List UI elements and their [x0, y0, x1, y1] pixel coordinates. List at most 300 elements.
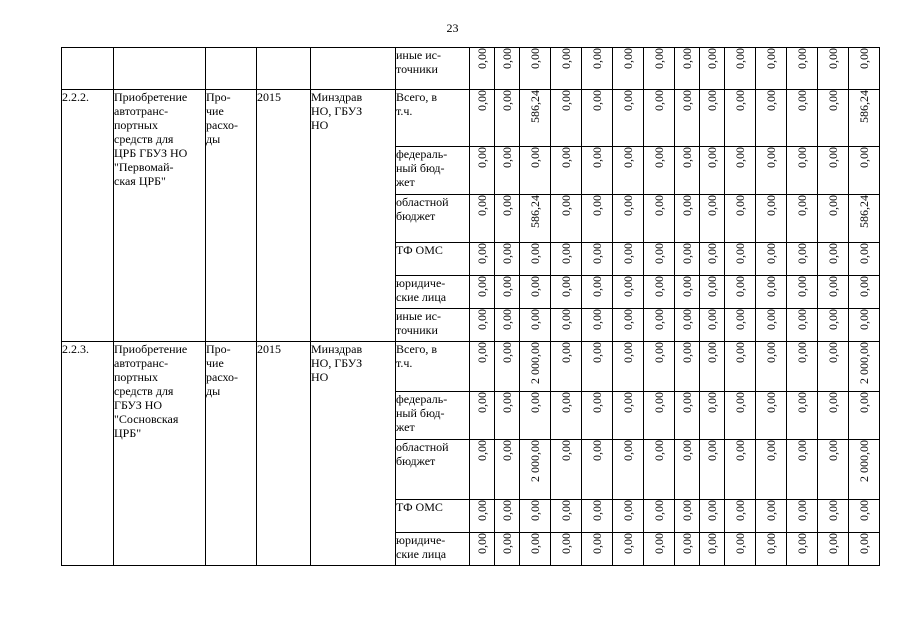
value-cell — [675, 276, 700, 309]
value-cell — [675, 243, 700, 276]
item-executor: Минздрав НО, ГБУЗ НО — [311, 342, 396, 566]
value-cell — [675, 147, 700, 195]
empty-cell — [206, 48, 257, 90]
value-cell — [818, 48, 849, 90]
value-text: 0,00 — [475, 500, 489, 521]
value-cell — [520, 243, 551, 276]
value-cell — [756, 309, 787, 342]
value-cell — [725, 243, 756, 276]
value-cell — [725, 533, 756, 566]
funding-source: юридиче- ские лица — [396, 276, 470, 309]
value-text: 0,00 — [590, 309, 604, 330]
value-text: 0,00 — [559, 440, 573, 461]
value-text: 0,00 — [733, 342, 747, 363]
value-text: 0,00 — [559, 392, 573, 413]
value-cell — [520, 48, 551, 90]
value-text: 0,00 — [795, 342, 809, 363]
value-text: 0,00 — [590, 392, 604, 413]
value-text: 0,00 — [652, 90, 666, 111]
value-text: 0,00 — [733, 276, 747, 297]
value-cell — [613, 392, 644, 440]
item-executor: Минздрав НО, ГБУЗ НО — [311, 90, 396, 342]
value-text: 0,00 — [705, 392, 719, 413]
value-cell — [756, 500, 787, 533]
value-text: 0,00 — [680, 147, 694, 168]
value-text: 2 000,00 — [528, 342, 542, 384]
value-text: 0,00 — [621, 440, 635, 461]
value-text: 0,00 — [733, 90, 747, 111]
value-cell — [675, 48, 700, 90]
value-cell — [644, 309, 675, 342]
value-text: 0,00 — [764, 500, 778, 521]
value-text: 0,00 — [500, 276, 514, 297]
value-cell — [756, 440, 787, 500]
value-text: 0,00 — [705, 195, 719, 216]
value-cell — [725, 276, 756, 309]
value-cell — [756, 48, 787, 90]
value-text: 0,00 — [528, 147, 542, 168]
value-text: 0,00 — [590, 533, 604, 554]
value-text: 0,00 — [621, 309, 635, 330]
value-cell — [582, 392, 613, 440]
funding-source: юридиче- ские лица — [396, 533, 470, 566]
value-text: 0,00 — [680, 48, 694, 69]
value-cell — [470, 276, 495, 309]
value-cell — [700, 195, 725, 243]
value-text: 0,00 — [500, 392, 514, 413]
value-text: 0,00 — [528, 309, 542, 330]
value-text: 0,00 — [857, 48, 871, 69]
page-number: 23 — [446, 21, 459, 35]
value-cell — [551, 243, 582, 276]
value-cell — [675, 309, 700, 342]
value-text: 0,00 — [826, 342, 840, 363]
value-cell — [787, 195, 818, 243]
value-text: 0,00 — [500, 243, 514, 264]
value-text: 0,00 — [764, 147, 778, 168]
value-text: 0,00 — [590, 90, 604, 111]
value-text: 0,00 — [795, 309, 809, 330]
value-cell — [495, 309, 520, 342]
value-cell — [470, 147, 495, 195]
funding-source: ТФ ОМС — [396, 500, 470, 533]
value-text: 0,00 — [621, 243, 635, 264]
value-text: 0,00 — [590, 147, 604, 168]
value-cell — [551, 440, 582, 500]
value-cell — [644, 276, 675, 309]
value-text: 0,00 — [705, 440, 719, 461]
empty-cell — [311, 48, 396, 90]
value-text: 0,00 — [559, 342, 573, 363]
item-year: 2015 — [257, 342, 311, 566]
value-cell — [551, 195, 582, 243]
value-cell — [470, 48, 495, 90]
value-cell — [675, 90, 700, 147]
value-text: 0,00 — [680, 533, 694, 554]
value-text: 0,00 — [795, 276, 809, 297]
value-cell — [551, 147, 582, 195]
value-cell — [818, 342, 849, 392]
value-text: 0,00 — [590, 342, 604, 363]
value-cell — [787, 533, 818, 566]
value-cell — [582, 147, 613, 195]
value-cell — [644, 342, 675, 392]
value-cell — [520, 90, 551, 147]
funding-source: федераль- ный бюд- жет — [396, 392, 470, 440]
value-cell — [520, 147, 551, 195]
value-cell — [700, 276, 725, 309]
value-cell — [849, 533, 880, 566]
value-text: 0,00 — [826, 392, 840, 413]
value-cell — [582, 500, 613, 533]
value-cell — [582, 342, 613, 392]
value-text: 0,00 — [680, 243, 694, 264]
funding-source: Всего, в т.ч. — [396, 90, 470, 147]
value-cell — [582, 309, 613, 342]
value-text: 0,00 — [826, 276, 840, 297]
table-row — [62, 90, 880, 147]
value-cell — [495, 276, 520, 309]
value-text: 0,00 — [857, 147, 871, 168]
value-cell — [470, 342, 495, 392]
value-cell — [675, 195, 700, 243]
value-text: 0,00 — [621, 90, 635, 111]
value-text: 0,00 — [795, 440, 809, 461]
value-cell — [700, 147, 725, 195]
value-text: 0,00 — [764, 243, 778, 264]
value-cell — [700, 48, 725, 90]
value-cell — [495, 147, 520, 195]
value-text: 0,00 — [621, 392, 635, 413]
value-cell — [725, 309, 756, 342]
value-cell — [582, 90, 613, 147]
value-cell — [725, 500, 756, 533]
value-cell — [725, 342, 756, 392]
value-cell — [849, 195, 880, 243]
value-cell — [551, 48, 582, 90]
value-cell — [787, 309, 818, 342]
value-text: 0,00 — [559, 533, 573, 554]
value-cell — [700, 309, 725, 342]
value-cell — [613, 533, 644, 566]
value-text: 0,00 — [826, 147, 840, 168]
value-text: 0,00 — [652, 500, 666, 521]
funding-source: иные ис- точники — [396, 309, 470, 342]
value-cell — [818, 309, 849, 342]
value-text: 0,00 — [621, 48, 635, 69]
empty-cell — [114, 48, 206, 90]
value-text: 0,00 — [705, 533, 719, 554]
value-text: 0,00 — [621, 195, 635, 216]
value-cell — [787, 500, 818, 533]
value-text: 0,00 — [705, 243, 719, 264]
value-text: 0,00 — [733, 243, 747, 264]
value-cell — [700, 500, 725, 533]
value-text: 0,00 — [795, 48, 809, 69]
value-text: 0,00 — [680, 500, 694, 521]
value-text: 0,00 — [733, 48, 747, 69]
value-text: 0,00 — [652, 392, 666, 413]
value-text: 2 000,00 — [528, 440, 542, 482]
value-text: 0,00 — [764, 195, 778, 216]
value-cell — [495, 440, 520, 500]
value-cell — [470, 440, 495, 500]
value-cell — [470, 533, 495, 566]
value-text: 0,00 — [475, 392, 489, 413]
value-text: 0,00 — [733, 147, 747, 168]
value-cell — [700, 243, 725, 276]
value-cell — [520, 342, 551, 392]
value-cell — [818, 147, 849, 195]
value-cell — [644, 500, 675, 533]
value-cell — [582, 195, 613, 243]
value-text: 0,00 — [590, 500, 604, 521]
value-cell — [551, 309, 582, 342]
value-text: 0,00 — [528, 500, 542, 521]
value-cell — [551, 500, 582, 533]
value-cell — [644, 48, 675, 90]
value-text: 0,00 — [528, 392, 542, 413]
value-text: 0,00 — [764, 48, 778, 69]
funding-source: ТФ ОМС — [396, 243, 470, 276]
value-text: 0,00 — [475, 276, 489, 297]
value-cell — [551, 276, 582, 309]
value-text: 0,00 — [857, 392, 871, 413]
value-text: 0,00 — [500, 48, 514, 69]
value-text: 0,00 — [826, 48, 840, 69]
value-text: 0,00 — [795, 243, 809, 264]
funding-source: областной бюджет — [396, 195, 470, 243]
value-text: 0,00 — [733, 195, 747, 216]
value-cell — [756, 533, 787, 566]
empty-cell — [257, 48, 311, 90]
value-cell — [725, 392, 756, 440]
value-text: 0,00 — [733, 500, 747, 521]
value-text: 0,00 — [475, 243, 489, 264]
value-cell — [725, 48, 756, 90]
value-cell — [495, 243, 520, 276]
value-text: 0,00 — [475, 48, 489, 69]
value-cell — [818, 440, 849, 500]
value-cell — [700, 533, 725, 566]
item-name: Приобретение автотранс- портных средств для ГБУЗ НО "Сосновская ЦРБ" — [114, 342, 206, 566]
value-text: 0,00 — [764, 533, 778, 554]
value-cell — [644, 195, 675, 243]
value-text: 0,00 — [680, 309, 694, 330]
value-cell — [849, 276, 880, 309]
value-text: 0,00 — [826, 90, 840, 111]
value-text: 0,00 — [652, 195, 666, 216]
value-text: 0,00 — [680, 195, 694, 216]
value-text: 0,00 — [528, 243, 542, 264]
value-cell — [675, 392, 700, 440]
value-cell — [700, 342, 725, 392]
value-cell — [644, 90, 675, 147]
value-text: 0,00 — [559, 243, 573, 264]
value-cell — [613, 342, 644, 392]
value-cell — [520, 392, 551, 440]
value-text: 0,00 — [705, 309, 719, 330]
value-text: 0,00 — [528, 533, 542, 554]
value-cell — [644, 440, 675, 500]
value-cell — [725, 90, 756, 147]
value-text: 0,00 — [826, 309, 840, 330]
value-cell — [613, 195, 644, 243]
value-text: 0,00 — [680, 276, 694, 297]
value-cell — [613, 500, 644, 533]
value-cell — [495, 533, 520, 566]
value-text: 0,00 — [621, 533, 635, 554]
value-cell — [551, 342, 582, 392]
value-cell — [613, 147, 644, 195]
value-text: 0,00 — [857, 500, 871, 521]
value-cell — [787, 276, 818, 309]
value-cell — [787, 440, 818, 500]
value-text: 2 000,00 — [857, 342, 871, 384]
value-cell — [818, 392, 849, 440]
value-cell — [551, 392, 582, 440]
value-cell — [700, 90, 725, 147]
value-text: 0,00 — [559, 195, 573, 216]
value-text: 0,00 — [475, 309, 489, 330]
value-text: 0,00 — [764, 309, 778, 330]
value-cell — [818, 500, 849, 533]
value-cell — [495, 392, 520, 440]
value-cell — [613, 90, 644, 147]
value-cell — [849, 90, 880, 147]
value-cell — [470, 309, 495, 342]
value-text: 0,00 — [652, 342, 666, 363]
funding-source: Всего, в т.ч. — [396, 342, 470, 392]
value-text: 0,00 — [559, 309, 573, 330]
value-cell — [582, 48, 613, 90]
value-cell — [613, 440, 644, 500]
value-text: 0,00 — [500, 342, 514, 363]
value-text: 0,00 — [500, 440, 514, 461]
expense-category: Про- чие расхо- ды — [206, 90, 257, 342]
value-cell — [470, 195, 495, 243]
value-text: 0,00 — [795, 195, 809, 216]
value-text: 0,00 — [652, 309, 666, 330]
value-cell — [700, 440, 725, 500]
value-text: 0,00 — [795, 147, 809, 168]
value-text: 0,00 — [500, 500, 514, 521]
value-text: 0,00 — [733, 309, 747, 330]
value-cell — [520, 195, 551, 243]
item-code: 2.2.3. — [62, 342, 114, 566]
value-cell — [495, 195, 520, 243]
value-cell — [756, 90, 787, 147]
value-text: 0,00 — [475, 195, 489, 216]
value-text: 0,00 — [680, 342, 694, 363]
value-text: 0,00 — [680, 392, 694, 413]
value-cell — [520, 500, 551, 533]
funding-source: областной бюджет — [396, 440, 470, 500]
value-text: 0,00 — [590, 276, 604, 297]
funding-source: иные ис- точники — [396, 48, 470, 90]
value-text: 0,00 — [559, 48, 573, 69]
value-text: 0,00 — [764, 342, 778, 363]
financing-table — [61, 47, 880, 566]
value-text: 0,00 — [795, 392, 809, 413]
value-cell — [582, 440, 613, 500]
value-text: 0,00 — [652, 243, 666, 264]
value-cell — [725, 195, 756, 243]
value-cell — [787, 342, 818, 392]
value-text: 0,00 — [705, 90, 719, 111]
value-text: 0,00 — [652, 440, 666, 461]
value-text: 0,00 — [857, 309, 871, 330]
value-text: 0,00 — [590, 440, 604, 461]
value-text: 0,00 — [733, 392, 747, 413]
value-text: 0,00 — [500, 309, 514, 330]
value-text: 0,00 — [590, 195, 604, 216]
value-cell — [756, 243, 787, 276]
value-text: 0,00 — [764, 90, 778, 111]
value-cell — [849, 440, 880, 500]
value-text: 586,24 — [528, 195, 542, 228]
value-text: 0,00 — [733, 440, 747, 461]
value-text: 0,00 — [680, 440, 694, 461]
value-text: 0,00 — [621, 147, 635, 168]
value-text: 0,00 — [705, 342, 719, 363]
value-text: 0,00 — [475, 90, 489, 111]
value-cell — [849, 48, 880, 90]
value-cell — [520, 309, 551, 342]
value-text: 0,00 — [528, 48, 542, 69]
value-cell — [787, 243, 818, 276]
funding-source: федераль- ный бюд- жет — [396, 147, 470, 195]
value-cell — [787, 90, 818, 147]
value-text: 0,00 — [621, 342, 635, 363]
value-cell — [644, 392, 675, 440]
value-text: 0,00 — [500, 533, 514, 554]
value-text: 0,00 — [764, 276, 778, 297]
value-cell — [520, 440, 551, 500]
item-name: Приобретение автотранс- портных средств для ЦРБ ГБУЗ НО "Первомай- ская ЦРБ" — [114, 90, 206, 342]
table-row — [62, 48, 880, 90]
value-cell — [582, 533, 613, 566]
value-text: 0,00 — [652, 48, 666, 69]
value-cell — [756, 195, 787, 243]
value-cell — [675, 533, 700, 566]
value-text: 0,00 — [652, 147, 666, 168]
value-cell — [787, 392, 818, 440]
value-text: 0,00 — [500, 195, 514, 216]
value-text: 0,00 — [475, 440, 489, 461]
value-cell — [787, 147, 818, 195]
value-text: 0,00 — [795, 500, 809, 521]
value-cell — [849, 243, 880, 276]
value-text: 0,00 — [826, 243, 840, 264]
value-cell — [495, 48, 520, 90]
value-cell — [756, 342, 787, 392]
expense-category: Про- чие расхо- ды — [206, 342, 257, 566]
value-cell — [725, 440, 756, 500]
value-text: 0,00 — [475, 342, 489, 363]
value-text: 0,00 — [652, 276, 666, 297]
value-cell — [495, 90, 520, 147]
value-cell — [551, 90, 582, 147]
value-text: 0,00 — [764, 440, 778, 461]
value-text: 2 000,00 — [857, 440, 871, 482]
item-year: 2015 — [257, 90, 311, 342]
value-cell — [818, 533, 849, 566]
value-cell — [644, 147, 675, 195]
value-cell — [495, 342, 520, 392]
value-text: 0,00 — [590, 48, 604, 69]
value-cell — [613, 309, 644, 342]
